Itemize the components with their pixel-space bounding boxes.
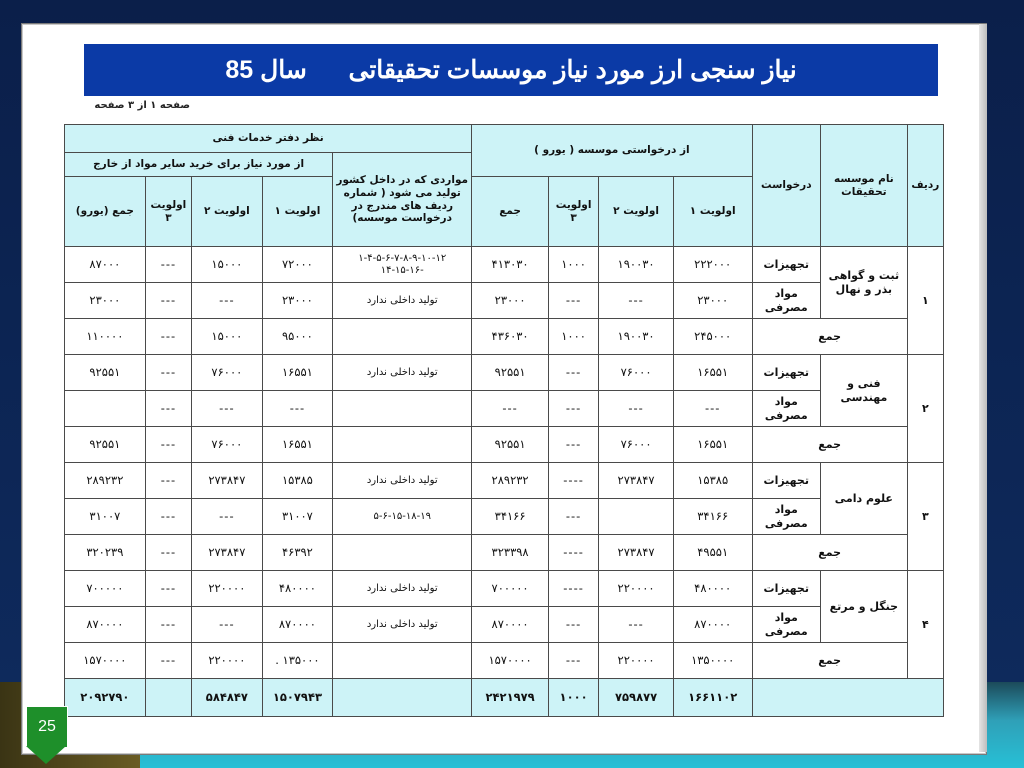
request-consumables: مواد مصرفی <box>752 283 821 319</box>
b-pr2: ۲۲۰۰۰۰ <box>192 571 263 607</box>
b-sum: ۹۲۵۵۱ <box>65 427 146 463</box>
grand-a-pr1: ۱۶۶۱۱۰۲ <box>673 679 752 717</box>
domestic-note: تولید داخلی ندارد <box>333 463 472 499</box>
b-pr2: ۷۶۰۰۰ <box>192 427 263 463</box>
table-row <box>65 391 944 427</box>
row-number: ۴ <box>907 571 943 679</box>
b-pr2: --- <box>192 499 263 535</box>
b-pr3: --- <box>145 571 191 607</box>
b-pr1: ۳۱۰۰۷ <box>262 499 333 535</box>
b-sum <box>65 391 146 427</box>
a-pr3: ۱۰۰۰ <box>548 247 598 283</box>
total-label: جمع <box>752 319 907 355</box>
b-pr2: ۱۵۰۰۰ <box>192 319 263 355</box>
table-row <box>65 499 944 535</box>
domestic-note: ۵-۶-۱۵-۱۸-۱۹ <box>333 499 472 535</box>
a-sum: ۴۱۳۰۳۰ <box>472 247 549 283</box>
table-wrapper <box>64 124 944 717</box>
b-pr1: --- <box>262 391 333 427</box>
a-sum: ۲۳۰۰۰ <box>472 283 549 319</box>
a-sum: ۳۴۱۶۶ <box>472 499 549 535</box>
institute-name: فنی و مهندسی <box>821 355 908 427</box>
request-consumables: مواد مصرفی <box>752 391 821 427</box>
table-row-total <box>65 535 944 571</box>
domestic-note <box>333 535 472 571</box>
b-pr2: ۷۶۰۰۰ <box>192 355 263 391</box>
a-pr1: ۱۳۵۰۰۰۰ <box>673 643 752 679</box>
slide-title <box>84 44 938 96</box>
a-pr3: --- <box>548 283 598 319</box>
a-pr1: ۳۴۱۶۶ <box>673 499 752 535</box>
a-pr1: ۴۸۰۰۰۰ <box>673 571 752 607</box>
b-pr1: ۲۳۰۰۰ <box>262 283 333 319</box>
table-row-total <box>65 643 944 679</box>
table-row <box>65 247 944 283</box>
b-sum: ۳۲۰۲۳۹ <box>65 535 146 571</box>
a-pr3: --- <box>548 427 598 463</box>
table-row-grand-total <box>65 679 944 717</box>
request-equipment: تجهیزات <box>752 463 821 499</box>
header-radif: ردیف <box>907 125 943 247</box>
b-sum: ۹۲۵۵۱ <box>65 355 146 391</box>
b-pr1: ۴۶۳۹۲ <box>262 535 333 571</box>
a-pr1: ۱۶۵۵۱ <box>673 427 752 463</box>
institute-name: جنگل و مرتع <box>821 571 908 643</box>
b-sum: ۲۳۰۰۰ <box>65 283 146 319</box>
domestic-note <box>333 319 472 355</box>
total-label: جمع <box>752 643 907 679</box>
b-sum: ۳۱۰۰۷ <box>65 499 146 535</box>
domestic-note: تولید داخلی ندارد <box>333 607 472 643</box>
a-pr3: ---- <box>548 463 598 499</box>
header-b-pr2: اولویت ۲ <box>192 177 263 247</box>
domestic-note <box>333 427 472 463</box>
header-b-pr1: اولویت ۱ <box>262 177 333 247</box>
a-pr3: --- <box>548 607 598 643</box>
domestic-note: تولید داخلی ندارد <box>333 571 472 607</box>
domestic-note: تولید داخلی ندارد <box>333 283 472 319</box>
b-pr3: --- <box>145 391 191 427</box>
header-a-sum: جمع <box>472 177 549 247</box>
a-sum: ۱۵۷۰۰۰۰ <box>472 643 549 679</box>
a-sum: ۲۸۹۲۳۲ <box>472 463 549 499</box>
a-pr2: ۲۷۳۸۴۷ <box>599 535 674 571</box>
a-pr2: ۷۶۰۰۰ <box>599 355 674 391</box>
grand-b-sum: ۲۰۹۲۷۹۰ <box>65 679 146 717</box>
slide-number-badge <box>26 706 68 748</box>
b-pr3: --- <box>145 499 191 535</box>
table-row-total <box>65 427 944 463</box>
b-sum: ۸۷۰۰۰۰ <box>65 607 146 643</box>
header-a-pr3: اولویت ۳ <box>548 177 598 247</box>
b-pr1: ۱۵۳۸۵ <box>262 463 333 499</box>
slide-title-text: نیاز سنجی ارز مورد نیاز موسسات تحقیقاتی سال 85 <box>225 56 797 84</box>
page-note: صفحه ۱ از ۳ صفحه <box>94 100 190 111</box>
down-arrow-icon <box>26 746 66 764</box>
table-row <box>65 607 944 643</box>
b-pr1: ۱۶۵۵۱ <box>262 427 333 463</box>
a-sum: --- <box>472 391 549 427</box>
table-row-total <box>65 319 944 355</box>
domestic-note <box>333 643 472 679</box>
a-pr3: ۱۰۰۰ <box>548 319 598 355</box>
b-pr1: ۷۲۰۰۰ <box>262 247 333 283</box>
a-pr3: --- <box>548 355 598 391</box>
a-pr1: ۲۴۵۰۰۰ <box>673 319 752 355</box>
header-a-pr1: اولویت ۱ <box>673 177 752 247</box>
a-pr1: ۴۹۵۵۱ <box>673 535 752 571</box>
a-pr1: ۸۷۰۰۰۰ <box>673 607 752 643</box>
a-pr2: --- <box>599 283 674 319</box>
grand-domestic-note <box>333 679 472 717</box>
header-institute: نام موسسه تحقیقات <box>821 125 908 247</box>
a-pr1: ۱۵۳۸۵ <box>673 463 752 499</box>
b-sum: ۸۷۰۰۰ <box>65 247 146 283</box>
b-pr3: --- <box>145 355 191 391</box>
b-pr2: --- <box>192 607 263 643</box>
header-request: درخواست <box>752 125 821 247</box>
a-pr1: ۱۶۵۵۱ <box>673 355 752 391</box>
a-sum: ۷۰۰۰۰۰ <box>472 571 549 607</box>
b-sum: ۱۵۷۰۰۰۰ <box>65 643 146 679</box>
table-row <box>65 463 944 499</box>
request-equipment: تجهیزات <box>752 247 821 283</box>
domestic-note: تولید داخلی ندارد <box>333 355 472 391</box>
b-pr1: ۴۸۰۰۰۰ <box>262 571 333 607</box>
a-pr2: ۷۶۰۰۰ <box>599 427 674 463</box>
domestic-note: ۱-۴-۵-۶-۷-۸-۹-۱۰-۱۲ -۱۴-۱۵-۱۶ <box>333 247 472 283</box>
table-row <box>65 571 944 607</box>
a-pr3: ---- <box>548 535 598 571</box>
a-pr2: --- <box>599 607 674 643</box>
b-sum: ۱۱۰۰۰۰ <box>65 319 146 355</box>
a-sum: ۳۲۳۳۹۸ <box>472 535 549 571</box>
row-number: ۳ <box>907 463 943 571</box>
request-consumables: مواد مصرفی <box>752 607 821 643</box>
b-pr1: ۱۶۵۵۱ <box>262 355 333 391</box>
slide-number: 25 <box>38 718 56 735</box>
grand-b-pr1: ۱۵۰۷۹۴۳ <box>262 679 333 717</box>
a-pr2: --- <box>599 391 674 427</box>
b-pr2: ۲۲۰۰۰۰ <box>192 643 263 679</box>
institute-name: علوم دامی <box>821 463 908 535</box>
b-pr2: --- <box>192 391 263 427</box>
b-pr3: --- <box>145 607 191 643</box>
request-equipment: تجهیزات <box>752 355 821 391</box>
b-pr1: ۸۷۰۰۰۰ <box>262 607 333 643</box>
total-label: جمع <box>752 535 907 571</box>
a-pr1: ۲۳۰۰۰ <box>673 283 752 319</box>
b-pr3: --- <box>145 319 191 355</box>
a-pr1: ۲۲۲۰۰۰ <box>673 247 752 283</box>
a-pr2: ۱۹۰۰۳۰ <box>599 319 674 355</box>
b-pr2: --- <box>192 283 263 319</box>
header-b-sum: جمع (یورو) <box>65 177 146 247</box>
a-sum: ۴۳۶۰۳۰ <box>472 319 549 355</box>
b-pr3: --- <box>145 643 191 679</box>
grand-b-pr3 <box>145 679 191 717</box>
row-number: ۲ <box>907 355 943 463</box>
demand-table <box>64 124 944 717</box>
slide-edge <box>979 24 987 752</box>
header-inst-request: از درخواستی موسسه ( یورو ) <box>472 125 752 177</box>
table-row <box>65 283 944 319</box>
header-foreign: از مورد نیاز برای خرید سایر مواد از خارج <box>65 153 333 177</box>
b-pr2: ۲۷۳۸۴۷ <box>192 535 263 571</box>
a-sum: ۹۲۵۵۱ <box>472 355 549 391</box>
b-sum: ۲۸۹۲۳۲ <box>65 463 146 499</box>
header-office-view: نظر دفتر خدمات فنی <box>65 125 472 153</box>
grand-a-pr3: ۱۰۰۰ <box>548 679 598 717</box>
b-pr3: --- <box>145 463 191 499</box>
a-pr2: ۱۹۰۰۳۰ <box>599 247 674 283</box>
a-pr2: ۲۲۰۰۰۰ <box>599 571 674 607</box>
table-row <box>65 355 944 391</box>
a-pr3: --- <box>548 499 598 535</box>
a-pr2 <box>599 499 674 535</box>
institute-name: ثبت و گواهی بذر و نهال <box>821 247 908 319</box>
a-sum: ۹۲۵۵۱ <box>472 427 549 463</box>
a-pr3: ---- <box>548 571 598 607</box>
grand-a-sum: ۲۴۲۱۹۷۹ <box>472 679 549 717</box>
b-pr3: --- <box>145 535 191 571</box>
b-pr3: --- <box>145 427 191 463</box>
b-pr2: ۲۷۳۸۴۷ <box>192 463 263 499</box>
a-pr2: ۲۷۳۸۴۷ <box>599 463 674 499</box>
request-equipment: تجهیزات <box>752 571 821 607</box>
b-pr1: ۹۵۰۰۰ <box>262 319 333 355</box>
grand-total-blank <box>752 679 944 717</box>
a-sum: ۸۷۰۰۰۰ <box>472 607 549 643</box>
a-pr1: --- <box>673 391 752 427</box>
header-domestic: مواردی که در داخل کشور تولید می شود ( شماره ردیف های مندرج در درخواست موسسه) <box>333 153 472 247</box>
domestic-note <box>333 391 472 427</box>
b-sum: ۷۰۰۰۰۰ <box>65 571 146 607</box>
a-pr3: --- <box>548 391 598 427</box>
b-pr3: --- <box>145 247 191 283</box>
b-pr1: ۱۳۵۰۰۰ . <box>262 643 333 679</box>
b-pr3: --- <box>145 283 191 319</box>
b-pr2: ۱۵۰۰۰ <box>192 247 263 283</box>
header-b-pr3: اولویت ۳ <box>145 177 191 247</box>
a-pr2: ۲۲۰۰۰۰ <box>599 643 674 679</box>
grand-a-pr2: ۷۵۹۸۷۷ <box>599 679 674 717</box>
grand-b-pr2: ۵۸۴۸۴۷ <box>192 679 263 717</box>
request-consumables: مواد مصرفی <box>752 499 821 535</box>
header-a-pr2: اولویت ۲ <box>599 177 674 247</box>
a-pr3: --- <box>548 643 598 679</box>
total-label: جمع <box>752 427 907 463</box>
row-number: ۱ <box>907 247 943 355</box>
